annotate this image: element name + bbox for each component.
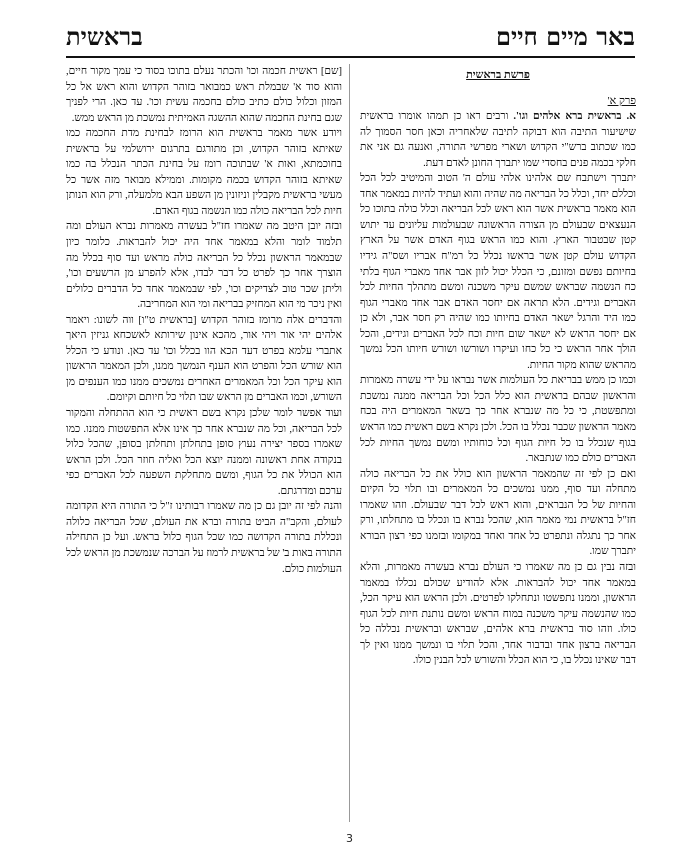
paragraph: ובזה יובן היטב מה שאמרו חז"ל בעשרה מאמרות נברא העולם ומה תלמוד לומר והלא במאמר אחד היה יכול להבראות. כלומר כיון שבמאמר הראשון נכלל כל הבריאה כולה מראש ועד סוף בכלל מה הוצרך אחר כך לפרט כל דבר לבדו, אלא להפרע מן הרשעים וכו', וליתן שכר טוב לצדיקים וכו', לפי שבמאמר אחד כל הדברים כלולים ואין ניכר מי הוא המחזיק בבריאה ומי הוא המחריבה.	[66, 221, 342, 311]
paragraph: וכמו כן ממש בבריאת כל העולמות אשר נבראו על ידי עשרה מאמרות והראשון שבהם בראשית הוא כלל הכל וכל הבריאה ממנה נמשכת ומתפשטת, כי כל מה שנברא אחר כך בשאר המאמרים היה בכח מאמר הראשון שכבר נכלל בו הכל. ולכן נקרא בשם ראשית כמו הראש בגוף שנכלל בו כל חיות הגוף וכל כוחותיו ומשם נמשך החיות לכל האברים כולם כמו שנתבאר.	[360, 375, 636, 465]
right-column	[360, 64, 636, 822]
paragraph-lead: א. בראשית ברא אלהים וגו'.	[513, 111, 636, 123]
paragraph: והדברים אלה מרומז בזוהר הקדוש [בראשית ט"ו] ווה לשונו: ויאמר אלהים יהי אור ויהי אור, מהכא אינון שירותא לאשכחא גניזין היאך אתברי עלמא בפרט דעד הכא הוו בכלל וכו' עד כאן. ונודע כי הכלל הוא שורש הכל והפרט הוא הענף הנמשך ממנו, ולכן המאמר הראשון הוא עיקר הכל וכל המאמרים האחרים נמשכים ממנו כמו הענפים מן השורש, וכמו האברים מן הראש שבו תלוי כל חיותם וקיומם.	[66, 314, 342, 404]
book-title: באר מיים חיים	[495, 22, 635, 51]
column-divider	[349, 64, 350, 822]
section-title: פרשת בראשית	[466, 69, 530, 81]
paragraph-text: ורבים ראו כן תמהו אומרו בראשית שישיעור התיבה הוא דבוקה לתיבה שלאחריה וכאן חסר הסמוך לה כמו שכתוב ברש"י הקדוש ושארי מפרשי התורה, ואנעה גם אני את חלקי בכמה פנים בחסדי שמו יתברך החונן לאדם דעת.	[360, 111, 636, 169]
paragraph	[360, 109, 636, 171]
paragraph: ובזה נבין גם כן מה שאמרו כי העולם נברא בעשרה מאמרות, והלא במאמר אחד יכול להבראות. אלא להודיע שכולם נכללו במאמר הראשון, וממנו נתפשטו ונתחלקו לפרטים. ולכן הראש הוא עיקר הכל, כמו שהנשמה עיקר משכנה במוח הראש ומשם נותנת חיות לכל הגוף כולו. וזהו סוד בראשית ברא אלהים, שבראש ובראשית נכללה כל הבריאה ברצון אחד ובדבור אחד, והכל תלוי בו ונמשך ממנו ואין לך דבר שאינו נכלל בו, כי הוא הכלל והשורש לכל הבנין כולו.	[360, 561, 636, 667]
paragraph: ואם כן לפי זה שהמאמר הראשון הוא כולל את כל הבריאה כולה מתחלה ועד סוף, ממנו נמשכים כל המאמרים ובו תלוי כל הקיום והחיות של כל הנבראים, והוא ראש לכל דבר שבעולם. וזהו שאמרו חז"ל בראשית נמי מאמר הוא, שהכל נברא בו ונכלל בו מתחלתו, ורק אחר כך נתגלה ונתפרט כל אחד ואחד במקומו ובזמנו כפי רצון הבורא יתברך שמו.	[360, 468, 636, 558]
paragraph: והנה לפי זה יובן גם כן מה שאמרו רבותינו ז"ל כי התורה היא הקדומה לעולם, והקב"ה הביט בתורה וברא את העולם, שכל הבריאה כלולה ונכללת בתורה הקדושה כמו שכל הגוף כלול בראש. ועל כן התחילה התורה באות ב' של בראשית לרמוז על הברכה שנמשכת מן הראש לכל העולמות כולם.	[66, 501, 342, 575]
parsha-title: בראשית	[66, 22, 143, 51]
chapter-label: פרק א'	[607, 94, 636, 107]
section-heading	[360, 68, 636, 84]
paragraph: ועוד אפשר לומר שלכן נקרא בשם ראשית כי הוא ההתחלה והמקור לכל הבריאה, וכל מה שנברא אחר כך אינו אלא התפשטות ממנו. כמו שאמרו בספר יצירה נעוץ סופן בתחלתן ותחלתן בסופן, שהכל כלול בנקודה אחת ראשונה וממנה יוצא הכל ואליה חוזר הכל. ולכן הראש הוא הכולל את כל הגוף, ומשם מתחלקת השפעה לכל האברים כפי ערכם ומדרגתם.	[66, 408, 342, 497]
paragraph: יתברך וישתבח שם אלהינו אלהי עולם ה' הטוב והמיטיב לכל הכל וכללם יחד, וכלל כל הבריאה מה שהיה והוא ועתיד להיות במאמר אחד הוא מאמר בראשית אשר הוא ראש לכל הבריאה וכלל כולה בתוכו כל הנעצאים שבעולם מן הצורה הראשונה שבעולמות עליונים עד יתוש קטן שבטבור הארץ. והוא כמו הראש בגוף האדם אשר על הארץ הקדוש עולם קטן אשר בראשו נכלל כל רמ"ח אבריו ושס"ה גידיו בחיותם נפשם ומזונם, כי הכלל יכול לזון אבר אחד מאברי הגוף בלתי כח הנשמה שבראש שמשם עיקר משכנה ומשם מתהלך החיות לכל האברים וגידים. הלא תראה אם יחסר האדם אבר אחד מאברי הגוף כמו היד והרגל ישאר האדם בחיותו כמו שהיה רק חסר אבר, ולא כן אם יחסר הראש לא ישאר שום חיות וכח לכל האברים וגידים, והכל הולך אחר הראש כי כל כחו ועיקרו ושורשו ושורש חיותו הכל נמשך מהראש שהוא מקור החיות.	[360, 173, 636, 371]
left-column	[66, 64, 342, 822]
page-header	[66, 22, 635, 58]
paragraph: [שם] ראשית חכמה וכו' והכתר נעלם בתוכו בסוד כי עמך מקור חיים, והוא סוד א' שבמלת ראש כמבואר בזוהר הקדוש והוא ראש אל כל המזון וכלול כולם כתיב כולם בחכמה עשית וכו'. עד כאן. הרי לפניך שגם בחינת החכמה שהוא ההשגה האמיתית נמשכת מן הראש ממש.	[66, 66, 342, 124]
page-number: 3	[346, 832, 353, 845]
paragraph: ויודע אשר מאמר בראשית הוא הרומז לבחינת מדת החכמה כמו שאיתא בזוהר הקדוש, וכן מתורגם בתרגום ירושלמי על בראשית בחוכמתא, ואות א' שבתוכה רומז על בחינת הכתר הנכלל בה כמו שאיתא בזוהר הקדוש בכמה מקומות. וממילא מבואר מזה אשר כל מעשי בראשית מקבלין וניזונין מן השפע הבא מלמעלה, ורק הוא הנותן חיות לכל הבריאה כולה כמו הנשמה בגוף האדם.	[66, 128, 342, 217]
